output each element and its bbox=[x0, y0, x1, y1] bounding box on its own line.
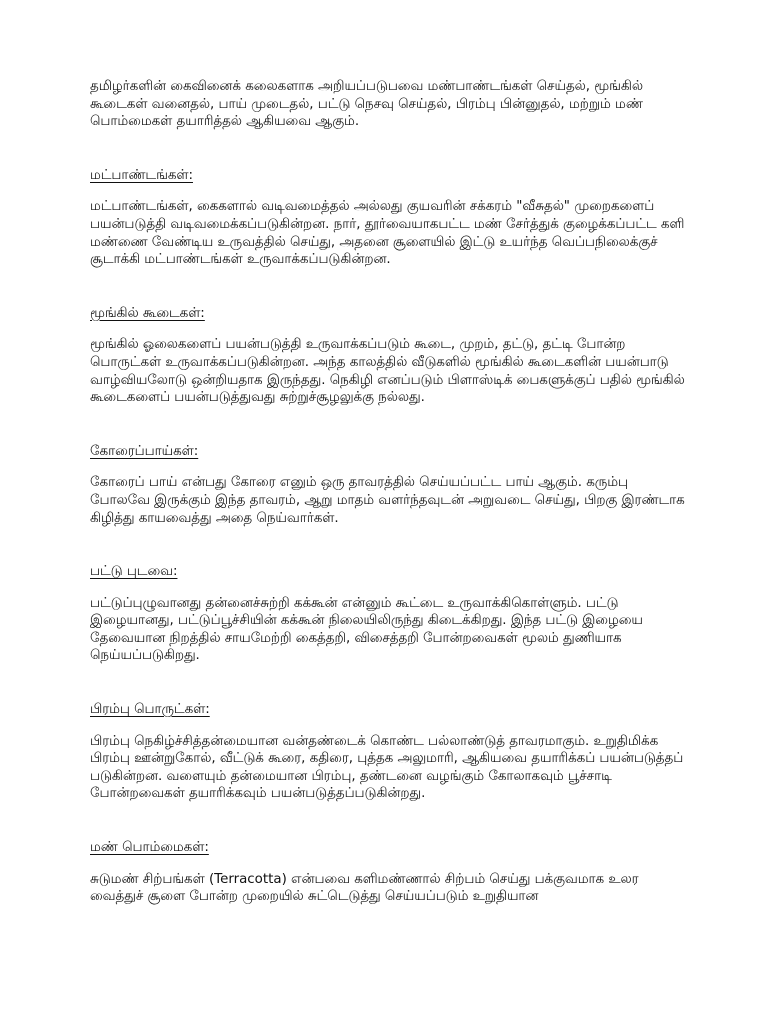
spacer bbox=[90, 719, 690, 733]
section-heading-mats: கோரைப்பாய்கள்: bbox=[90, 443, 199, 459]
document-page bbox=[90, 78, 690, 906]
spacer bbox=[90, 184, 690, 198]
spacer bbox=[90, 581, 690, 595]
section-body-silk: பட்டுப்புழுவானது தன்னைச்சுற்றி கக்கூன் என்னும் கூட்டை உருவாக்கிகொள்ளும். பட்டு இழையானது, பட்டுப்பூச்சியின் கக்கூன் நிலையிலிருந்து கிடைக்கிறது. இந்த பட்டு இழையை தேவையான நிறத்தில் சாயமேற்றி கைத்தறி, விசைத்தறி போன்றவைகள் மூலம் துணியாக நெய்யப்படுகிறது. bbox=[90, 595, 643, 664]
spacer bbox=[90, 527, 690, 563]
spacer bbox=[90, 803, 690, 839]
section-body-clay-dolls: சுடுமண் சிற்பங்கள் (Terracotta) என்பவை களிமண்ணால் சிற்பம் செய்து பக்குவமாக உலர வைத்துச் சூளை போன்ற முறையில் சுட்டெடுத்து செய்யப்படும் உறுதியான bbox=[90, 871, 639, 905]
section-body-pottery: மட்பாண்டங்கள், கைகளால் வடிவமைத்தல் அல்லது குயவரின் சக்கரம் "வீசுதல்" முறைகளைப் பயன்படுத்தி வடிவமைக்கப்படுகின்றன. நார், தூர்வையாகபட்ட மண் சேர்த்துக் குழைக்கப்பட்ட களி மண்ணை வேண்டிய உருவத்தில் செய்து, அதனை சூளையில் இட்டு உயர்ந்த வெப்பநிலைக்குச் சூடாக்கி மட்பாண்டங்கள் உருவாக்கப்படுகின்றன. bbox=[90, 199, 685, 268]
spacer bbox=[90, 407, 690, 443]
section-heading-rattan: பிரம்பு பொருட்கள்: bbox=[90, 702, 210, 718]
spacer bbox=[90, 322, 690, 336]
section-body-mats: கோரைப் பாய் என்பது கோரை எனும் ஒரு தாவரத்தில் செய்யப்பட்ட பாய் ஆகும். கரும்பு போலவே இருக்கும் இந்த தாவரம், ஆறு மாதம் வளர்ந்தவுடன் அறுவடை செய்து, பிறகு இரண்டாக கிழித்து காயவைத்து அதை நெய்வார்கள். bbox=[90, 475, 685, 526]
section-heading-silk: பட்டு புடவை: bbox=[90, 564, 178, 580]
section-heading-clay-dolls: மண் பொம்மைகள்: bbox=[90, 840, 209, 856]
section-body-bamboo: மூங்கில் ஓலைகளைப் பயன்படுத்தி உருவாக்கப்படும் கூடை, முறம், தட்டு, தட்டி போன்ற பொருட்கள் உருவாக்கப்படுகின்றன. அந்த காலத்தில் வீடுகளில் மூங்கில் கூடைகளின் பயன்பாடு வாழ்வியலோடு ஒன்றியதாக இருந்தது. நெகிழி எனப்படும் பிளாஸ்டிக் பைகளுக்குப் பதில் மூங்கில் கூடைகளைப் பயன்படுத்துவது சுற்றுச்சூழலுக்கு நல்லது. bbox=[90, 337, 685, 406]
section-heading-pottery: மட்பாண்டங்கள்: bbox=[90, 167, 193, 183]
spacer bbox=[90, 460, 690, 474]
spacer bbox=[90, 857, 690, 871]
section-body-rattan: பிரம்பு நெகிழ்ச்சித்தன்மையான வன்தண்டைக் கொண்ட பல்லாண்டுத் தாவரமாகும். உறுதிமிக்க பிரம்பு ஊன்றுகோல், வீட்டுக் கூரை, கதிரை, புத்தக அலுமாரி, ஆகியவை தயாரிக்கப் பயன்படுத்தப் படுகின்றன. வளையும் தன்மையான பிரம்பு, தண்டனை வழங்கும் கோலாகவும் பூச்சாடி போன்றவைகள் தயாரிக்கவும் பயன்படுத்தப்படுகின்றது. bbox=[90, 733, 684, 802]
intro-paragraph: தமிழர்களின் கைவினைக் கலைகளாக அறியப்படுபவை மண்பாண்டங்கள் செய்தல், மூங்கில் கூடைகள் வனைதல், பாய் முடைதல், பட்டு நெசவு செய்தல், பிரம்பு பின்னுதல், மற்றும் மண் பொம்மைகள் தயாரித்தல் ஆகியவை ஆகும். bbox=[90, 79, 643, 130]
section-heading-bamboo: மூங்கில் கூடைகள்: bbox=[90, 305, 205, 321]
spacer bbox=[90, 269, 690, 305]
spacer bbox=[90, 131, 690, 167]
spacer bbox=[90, 665, 690, 701]
